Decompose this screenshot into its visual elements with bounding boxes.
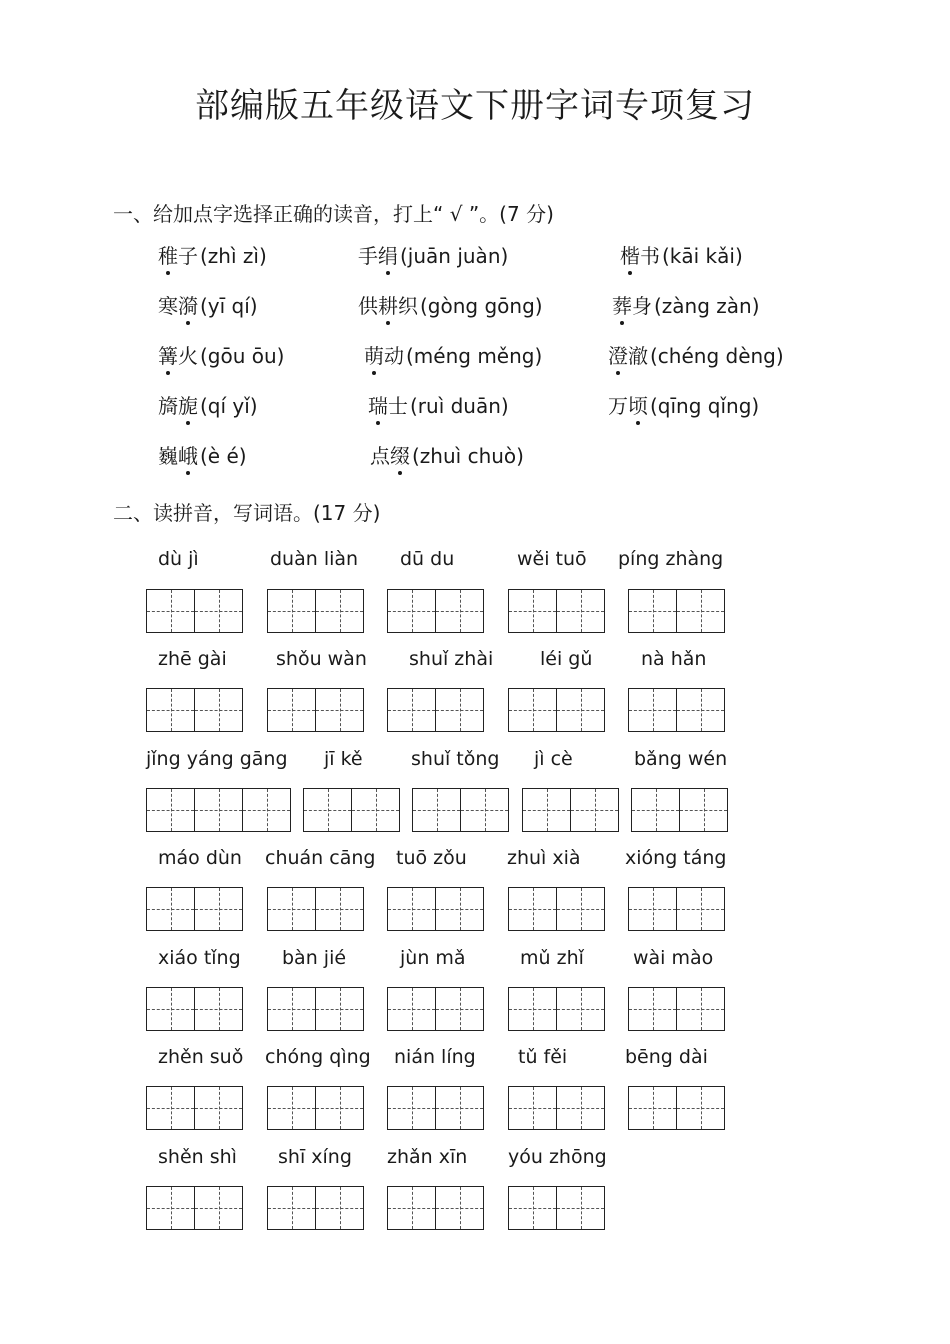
tianzige-cell[interactable]: [268, 590, 316, 632]
tianzige-cell[interactable]: [677, 590, 724, 632]
writing-grid[interactable]: [387, 688, 484, 732]
pinyin-label: shuǐ zhài: [409, 648, 494, 670]
reading-item: [612, 290, 760, 319]
pinyin-label: wěi tuō: [517, 548, 587, 570]
reading-options: (yī qí): [200, 294, 258, 318]
emphasis-dot: [186, 421, 190, 425]
dotted-word: 点缀: [370, 440, 410, 469]
tianzige-cell[interactable]: [195, 888, 242, 930]
tianzige-cell[interactable]: [195, 1087, 242, 1129]
pinyin-label: píng zhàng: [618, 548, 724, 570]
dotted-word: 巍峨: [158, 440, 198, 469]
pinyin-label: jì cè: [534, 748, 573, 770]
tianzige-cell[interactable]: [195, 689, 242, 731]
reading-options: (gòng gōng): [420, 294, 543, 318]
tianzige-cell[interactable]: [388, 988, 436, 1030]
pinyin-label: tǔ fěi: [518, 1046, 568, 1068]
writing-grid[interactable]: [303, 788, 400, 832]
tianzige-cell[interactable]: [147, 1187, 195, 1229]
pinyin-label: bēng dài: [625, 1046, 708, 1068]
tianzige-cell[interactable]: [195, 789, 243, 831]
emphasis-dot: [186, 321, 190, 325]
reading-options: (qīng qǐng): [650, 394, 760, 418]
reading-item: [608, 340, 784, 369]
writing-grid[interactable]: [267, 987, 364, 1031]
writing-grid[interactable]: [387, 1086, 484, 1130]
tianzige-cell[interactable]: [268, 1087, 316, 1129]
writing-grid[interactable]: [146, 1086, 243, 1130]
tianzige-cell[interactable]: [436, 1087, 483, 1129]
tianzige-cell[interactable]: [268, 988, 316, 1030]
writing-grid[interactable]: [267, 887, 364, 931]
dotted-word: 萌动: [364, 340, 404, 369]
pinyin-label: nà hǎn: [641, 648, 707, 670]
reading-options: (kāi kǎi): [662, 244, 743, 268]
dotted-word: 供耕织: [358, 290, 418, 319]
tianzige-cell[interactable]: [147, 789, 195, 831]
tianzige-cell[interactable]: [557, 988, 604, 1030]
writing-grid[interactable]: [146, 887, 243, 931]
emphasis-dot: [386, 321, 390, 325]
reading-item: [368, 390, 509, 419]
tianzige-cell[interactable]: [304, 789, 352, 831]
tianzige-cell[interactable]: [677, 689, 724, 731]
tianzige-cell[interactable]: [147, 590, 195, 632]
emphasis-dot: [628, 271, 632, 275]
emphasis-dot: [620, 321, 624, 325]
tianzige-cell[interactable]: [316, 1087, 363, 1129]
reading-options: (qí yǐ): [200, 394, 258, 418]
dotted-word: 旖旎: [158, 390, 198, 419]
tianzige-cell[interactable]: [388, 1087, 436, 1129]
reading-item: [358, 240, 508, 269]
emphasis-dot: [372, 371, 376, 375]
reading-options: (ruì duān): [410, 394, 509, 418]
dotted-word: 楷书: [620, 240, 660, 269]
pinyin-label: jī kě: [324, 748, 363, 770]
dotted-word: 澄澈: [608, 340, 648, 369]
writing-grid[interactable]: [387, 589, 484, 633]
writing-grid[interactable]: [267, 1186, 364, 1230]
reading-options: (è é): [200, 444, 247, 468]
reading-item: [158, 290, 258, 319]
writing-grid[interactable]: [628, 688, 725, 732]
tianzige-cell[interactable]: [523, 789, 571, 831]
tianzige-cell[interactable]: [147, 988, 195, 1030]
writing-grid[interactable]: [387, 987, 484, 1031]
dotted-word: 稚子: [158, 240, 198, 269]
emphasis-dot: [376, 421, 380, 425]
dotted-word: 篝火: [158, 340, 198, 369]
tianzige-cell[interactable]: [195, 590, 242, 632]
tianzige-cell[interactable]: [557, 1087, 604, 1129]
emphasis-dot: [398, 471, 402, 475]
tianzige-cell[interactable]: [680, 789, 727, 831]
reading-item: [620, 240, 743, 269]
dotted-word: 万顷: [608, 390, 648, 419]
emphasis-dot: [186, 471, 190, 475]
tianzige-cell[interactable]: [436, 590, 483, 632]
tianzige-cell[interactable]: [629, 1087, 677, 1129]
pinyin-label: dū du: [400, 548, 455, 570]
dotted-word: 葬身: [612, 290, 652, 319]
reading-item: [158, 340, 284, 369]
pinyin-label: duàn liàn: [270, 548, 359, 570]
pinyin-label: wài mào: [633, 947, 714, 969]
writing-grid[interactable]: [146, 987, 243, 1031]
dotted-word: 寒漪: [158, 290, 198, 319]
emphasis-dot: [616, 371, 620, 375]
tianzige-cell[interactable]: [147, 1087, 195, 1129]
tianzige-cell[interactable]: [352, 789, 399, 831]
reading-options: (chéng dèng): [650, 344, 784, 368]
emphasis-dot: [636, 421, 640, 425]
pinyin-label: zhuì xià: [507, 847, 581, 869]
tianzige-cell[interactable]: [436, 1187, 483, 1229]
tianzige-cell[interactable]: [632, 789, 680, 831]
tianzige-cell[interactable]: [557, 1187, 604, 1229]
tianzige-cell[interactable]: [436, 888, 483, 930]
pinyin-label: bǎng wén: [634, 748, 728, 770]
tianzige-cell[interactable]: [316, 590, 363, 632]
reading-options: (zhuì chuò): [412, 444, 524, 468]
tianzige-cell[interactable]: [461, 789, 508, 831]
tianzige-cell[interactable]: [268, 1187, 316, 1229]
writing-grid[interactable]: [522, 788, 619, 832]
tianzige-cell[interactable]: [268, 888, 316, 930]
writing-grid[interactable]: [508, 1086, 605, 1130]
reading-item: [158, 240, 267, 269]
writing-grid[interactable]: [628, 589, 725, 633]
tianzige-cell[interactable]: [147, 689, 195, 731]
reading-item: [608, 390, 759, 419]
tianzige-cell[interactable]: [388, 590, 436, 632]
section1-heading: 一、给加点字选择正确的读音，打上“ √ ”。(7 分): [113, 202, 554, 226]
pinyin-label: máo dùn: [158, 847, 242, 869]
tianzige-cell[interactable]: [388, 689, 436, 731]
emphasis-dot: [166, 271, 170, 275]
tianzige-cell[interactable]: [677, 888, 724, 930]
reading-options: (méng měng): [406, 344, 543, 368]
tianzige-cell[interactable]: [571, 789, 618, 831]
reading-item: [364, 340, 542, 369]
writing-grid[interactable]: [387, 887, 484, 931]
dotted-word: 手绢: [358, 240, 398, 269]
pinyin-label: chuán cāng: [265, 847, 376, 869]
tianzige-cell[interactable]: [243, 789, 290, 831]
reading-options: (zàng zàn): [654, 294, 760, 318]
writing-grid[interactable]: [267, 1086, 364, 1130]
tianzige-cell[interactable]: [557, 888, 604, 930]
pinyin-label: léi gǔ: [540, 648, 593, 670]
writing-grid[interactable]: [146, 589, 243, 633]
tianzige-cell[interactable]: [413, 789, 461, 831]
pinyin-label: shěn shì: [158, 1146, 237, 1168]
page-title: 部编版五年级语文下册字词专项复习: [195, 86, 755, 126]
reading-options: (juān juàn): [400, 244, 509, 268]
writing-grid[interactable]: [267, 688, 364, 732]
pinyin-label: xiáo tǐng: [158, 947, 241, 969]
reading-item: [158, 440, 247, 469]
pinyin-label: zhē gài: [158, 648, 227, 670]
writing-grid[interactable]: [628, 1086, 725, 1130]
tianzige-cell[interactable]: [509, 1187, 557, 1229]
tianzige-cell[interactable]: [629, 689, 677, 731]
tianzige-cell[interactable]: [316, 1187, 363, 1229]
pinyin-label: tuō zǒu: [396, 847, 467, 869]
writing-grid[interactable]: [628, 987, 725, 1031]
writing-grid[interactable]: [628, 887, 725, 931]
tianzige-cell[interactable]: [316, 689, 363, 731]
tianzige-cell[interactable]: [316, 888, 363, 930]
tianzige-cell[interactable]: [195, 1187, 242, 1229]
tianzige-cell[interactable]: [629, 590, 677, 632]
pinyin-label: shǒu wàn: [276, 648, 367, 670]
pinyin-label: dù jì: [158, 548, 199, 570]
tianzige-cell[interactable]: [509, 689, 557, 731]
tianzige-cell[interactable]: [677, 988, 724, 1030]
tianzige-cell[interactable]: [629, 988, 677, 1030]
writing-grid[interactable]: [508, 987, 605, 1031]
writing-grid[interactable]: [146, 788, 291, 832]
tianzige-cell[interactable]: [509, 590, 557, 632]
tianzige-cell[interactable]: [436, 988, 483, 1030]
pinyin-label: zhǎn xīn: [387, 1146, 468, 1168]
reading-item: [358, 290, 543, 319]
tianzige-cell[interactable]: [509, 1087, 557, 1129]
tianzige-cell[interactable]: [388, 888, 436, 930]
pinyin-label: jùn mǎ: [400, 947, 466, 969]
tianzige-cell[interactable]: [557, 590, 604, 632]
pinyin-label: nián líng: [394, 1046, 476, 1068]
writing-grid[interactable]: [387, 1186, 484, 1230]
tianzige-cell[interactable]: [509, 888, 557, 930]
pinyin-label: mǔ zhǐ: [520, 947, 584, 969]
emphasis-dot: [386, 271, 390, 275]
pinyin-label: bàn jié: [282, 947, 347, 969]
reading-options: (gōu ōu): [200, 344, 285, 368]
tianzige-cell[interactable]: [388, 1187, 436, 1229]
pinyin-label: chóng qìng: [265, 1046, 371, 1068]
writing-grid[interactable]: [412, 788, 509, 832]
pinyin-label: shuǐ tǒng: [411, 748, 500, 770]
emphasis-dot: [166, 371, 170, 375]
pinyin-label: shī xíng: [278, 1146, 352, 1168]
tianzige-cell[interactable]: [557, 689, 604, 731]
writing-grid[interactable]: [631, 788, 728, 832]
pinyin-label: yóu zhōng: [508, 1146, 607, 1168]
writing-grid[interactable]: [267, 589, 364, 633]
writing-grid[interactable]: [508, 887, 605, 931]
tianzige-cell[interactable]: [316, 988, 363, 1030]
tianzige-cell[interactable]: [195, 988, 242, 1030]
pinyin-label: jǐng yáng gāng: [146, 748, 288, 770]
writing-grid[interactable]: [146, 1186, 243, 1230]
tianzige-cell[interactable]: [677, 1087, 724, 1129]
writing-grid[interactable]: [508, 688, 605, 732]
writing-grid[interactable]: [146, 688, 243, 732]
tianzige-cell[interactable]: [509, 988, 557, 1030]
dotted-word: 瑞士: [368, 390, 408, 419]
pinyin-label: zhěn suǒ: [158, 1046, 244, 1068]
reading-options: (zhì zì): [200, 244, 267, 268]
section2-heading: 二、读拼音，写词语。(17 分): [113, 501, 381, 525]
pinyin-label: xióng táng: [625, 847, 727, 869]
writing-grid[interactable]: [508, 589, 605, 633]
tianzige-cell[interactable]: [147, 888, 195, 930]
reading-item: [158, 390, 258, 419]
tianzige-cell[interactable]: [629, 888, 677, 930]
tianzige-cell[interactable]: [268, 689, 316, 731]
tianzige-cell[interactable]: [436, 689, 483, 731]
reading-item: [370, 440, 524, 469]
writing-grid[interactable]: [508, 1186, 605, 1230]
